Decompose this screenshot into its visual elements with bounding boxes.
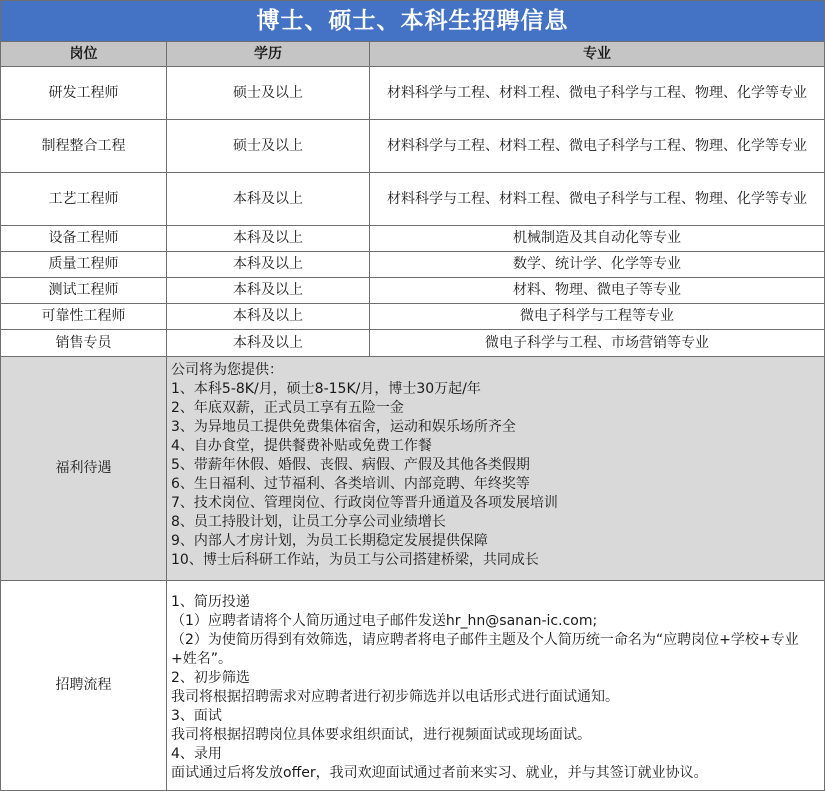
benefit-line: 9、内部人才房计划，为员工长期稳定发展提供保障 [171, 533, 488, 549]
process-line: 我司将根据招聘岗位具体要求组织面试，进行视频面试或现场面试。 [171, 727, 591, 743]
position-cell: 质量工程师 [1, 252, 167, 278]
education-cell: 本科及以上 [167, 304, 370, 330]
major-cell: 微电子科学与工程等专业 [370, 304, 825, 330]
table-row [1, 67, 825, 120]
education-cell: 本科及以上 [167, 252, 370, 278]
benefits-content [167, 357, 825, 581]
header-position: 岗位 [1, 42, 167, 67]
position-cell: 测试工程师 [1, 278, 167, 304]
table-row [1, 173, 825, 226]
benefit-line: 1、本科5-8K/月，硕士8-15K/月，博士30万起/年 [171, 381, 481, 397]
process-line: 1、简历投递 [171, 594, 250, 610]
benefit-line: 5、带薪年休假、婚假、丧假、病假、产假及其他各类假期 [171, 457, 530, 473]
major-cell: 微电子科学与工程、市场营销等专业 [370, 330, 825, 357]
process-line: （1）应聘者请将个人简历通过电子邮件发送hr_hn@sanan-ic.com; [171, 613, 598, 629]
benefit-line: 7、技术岗位、管理岗位、行政岗位等晋升通道及各项发展培训 [171, 495, 558, 511]
education-cell: 本科及以上 [167, 226, 370, 252]
benefits-row [1, 357, 825, 581]
major-cell: 材料科学与工程、材料工程、微电子科学与工程、物理、化学等专业 [370, 173, 825, 226]
education-cell: 硕士及以上 [167, 120, 370, 173]
process-line: （2）为使简历得到有效筛选，请应聘者将电子邮件主题及个人简历统一命名为“应聘岗位+学校+专业+姓名”。 [171, 632, 799, 667]
table-row [1, 330, 825, 357]
process-line: 我司将根据招聘需求对应聘者进行初步筛选并以电话形式进行面试通知。 [171, 689, 619, 705]
process-content [167, 581, 825, 791]
header-major: 专业 [370, 42, 825, 67]
benefit-line: 6、生日福利、过节福利、各类培训、内部竞聘、年终奖等 [171, 476, 530, 492]
education-cell: 本科及以上 [167, 330, 370, 357]
position-cell: 制程整合工程 [1, 120, 167, 173]
benefit-line: 8、员工持股计划，让员工分享公司业绩增长 [171, 514, 446, 530]
major-cell: 机械制造及其自动化等专业 [370, 226, 825, 252]
benefit-line: 10、博士后科研工作站，为员工与公司搭建桥梁，共同成长 [171, 552, 539, 568]
major-cell: 材料科学与工程、材料工程、微电子科学与工程、物理、化学等专业 [370, 67, 825, 120]
process-label: 招聘流程 [1, 581, 167, 791]
table-row [1, 304, 825, 330]
education-cell: 硕士及以上 [167, 67, 370, 120]
table-row [1, 120, 825, 173]
table-row [1, 278, 825, 304]
table-row [1, 226, 825, 252]
major-cell: 数学、统计学、化学等专业 [370, 252, 825, 278]
education-cell: 本科及以上 [167, 173, 370, 226]
process-line: 3、面试 [171, 708, 222, 724]
benefit-line: 3、为异地员工提供免费集体宿舍，运动和娱乐场所齐全 [171, 419, 516, 435]
position-cell: 研发工程师 [1, 67, 167, 120]
major-cell: 材料科学与工程、材料工程、微电子科学与工程、物理、化学等专业 [370, 120, 825, 173]
page-title: 博士、硕士、本科生招聘信息 [1, 1, 825, 42]
benefit-line: 公司将为您提供： [171, 362, 283, 378]
process-line: 2、初步筛选 [171, 670, 250, 686]
benefits-label: 福利待遇 [1, 357, 167, 581]
major-cell: 材料、物理、微电子等专业 [370, 278, 825, 304]
process-row [1, 581, 825, 791]
position-cell: 工艺工程师 [1, 173, 167, 226]
process-line: 面试通过后将发放offer，我司欢迎面试通过者前来实习、就业，并与其签订就业协议。 [171, 765, 708, 781]
education-cell: 本科及以上 [167, 278, 370, 304]
position-cell: 销售专员 [1, 330, 167, 357]
benefit-line: 2、年底双薪，正式员工享有五险一金 [171, 400, 404, 416]
position-cell: 设备工程师 [1, 226, 167, 252]
process-line: 4、录用 [171, 746, 222, 762]
benefit-line: 4、自办食堂，提供餐费补贴或免费工作餐 [171, 438, 432, 454]
position-cell: 可靠性工程师 [1, 304, 167, 330]
table-row [1, 252, 825, 278]
header-education: 学历 [167, 42, 370, 67]
